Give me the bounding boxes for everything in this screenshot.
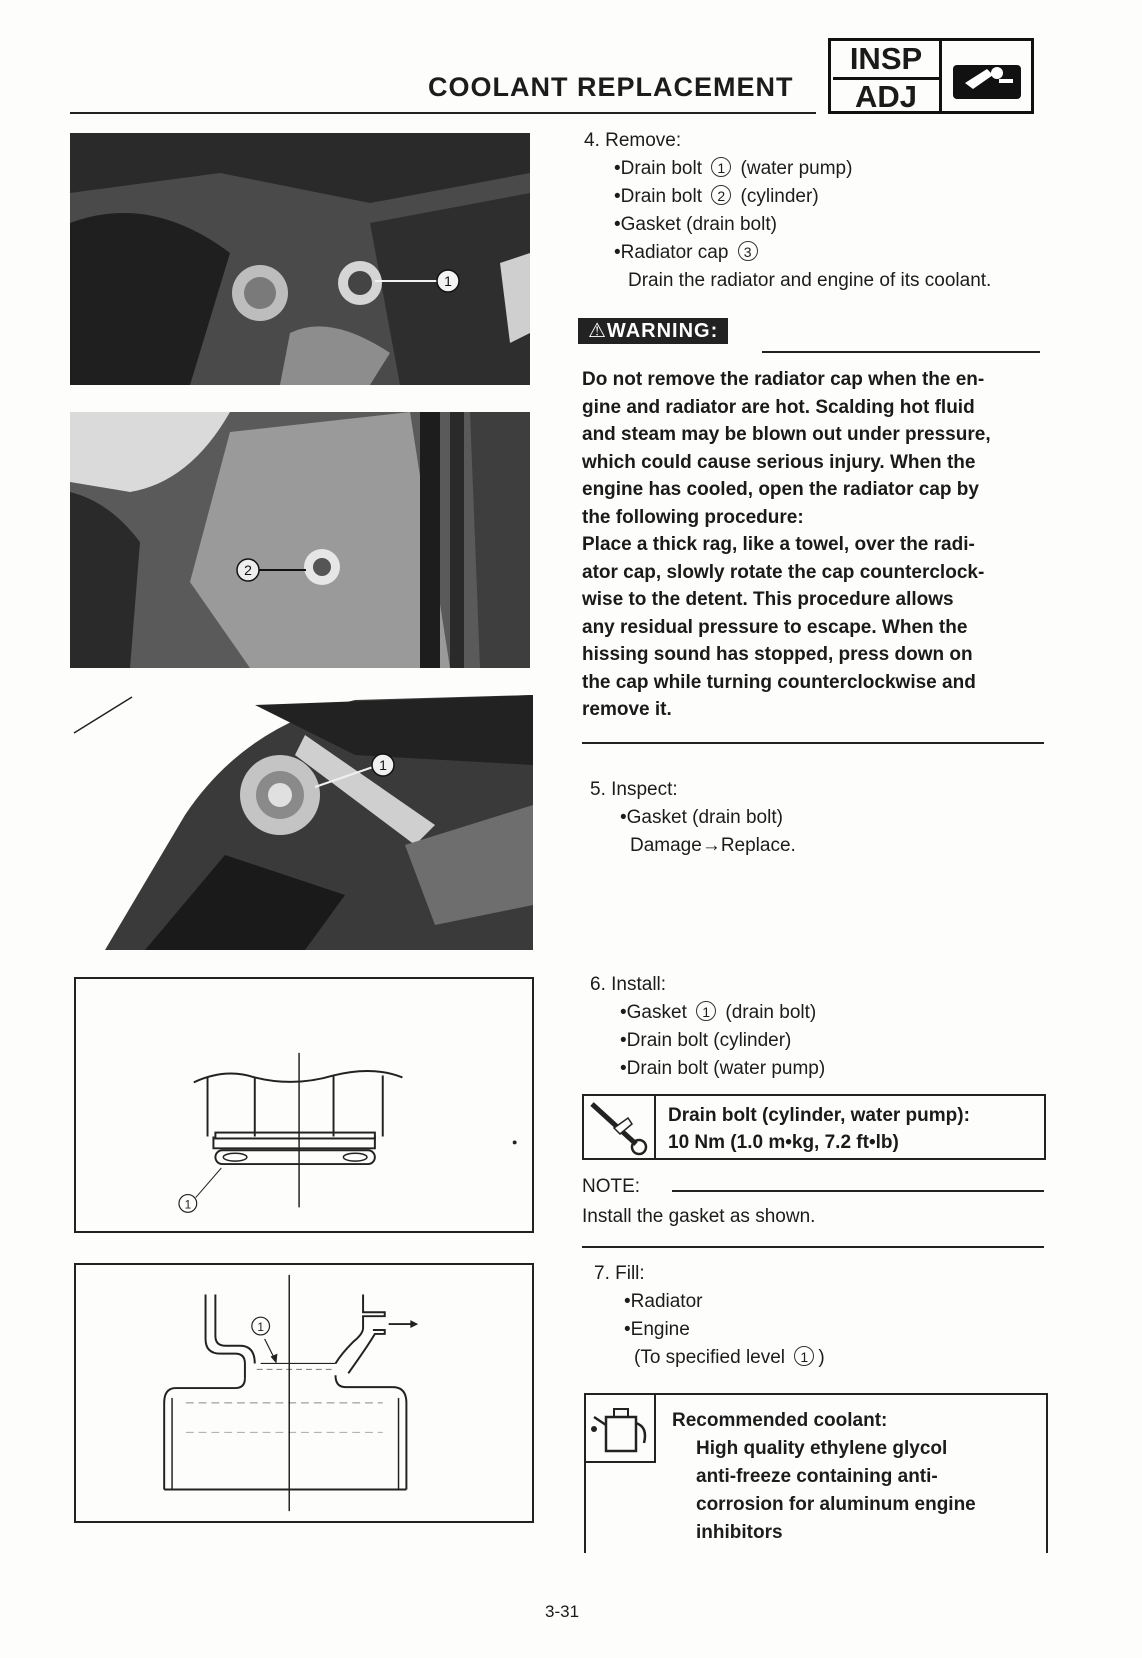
step5-item: •Gasket (drain bolt)	[620, 807, 783, 828]
step4-block	[584, 127, 1054, 295]
diagram-radiator-fill-level	[74, 1263, 534, 1523]
note-rule-bottom	[582, 1246, 1044, 1248]
step6-item-3: •Drain bolt (water pump)	[620, 1058, 826, 1079]
diagram2-callout: 1	[257, 1319, 264, 1334]
step4-item-4: •Radiator cap 3	[584, 239, 1054, 267]
torque-wrench-icon	[584, 1096, 656, 1158]
photo-radiator-cap	[105, 695, 533, 950]
photo3-pointer-line	[72, 695, 134, 735]
coolant-title: Recommended coolant:	[672, 1410, 888, 1431]
badge-adj-label: ADJ	[854, 79, 917, 114]
step4-item-3: •Gasket (drain bolt)	[614, 214, 777, 235]
note-rule-top	[672, 1190, 1044, 1192]
step4-note: Drain the radiator and engine of its coolant.	[628, 270, 992, 291]
step6-item-1: •Gasket 1 (drain bolt)	[620, 1002, 817, 1023]
wrench-tools-icon	[947, 53, 1027, 103]
warning-rule-bottom	[582, 742, 1044, 744]
photo2-callout: 2	[244, 562, 252, 578]
step4-item-2: •Drain bolt 2 (cylinder)	[614, 186, 819, 207]
torque-spec-box	[582, 1094, 1046, 1160]
coolant-spec-box	[584, 1393, 1048, 1553]
note-label: NOTE:	[582, 1176, 641, 1197]
ref-marker: 3	[738, 241, 758, 261]
ref-marker: 2	[711, 185, 731, 205]
ref-marker: 1	[794, 1346, 814, 1366]
badge-text-block	[833, 41, 942, 114]
photo3-callout: 1	[379, 757, 387, 773]
step4-heading: 4. Remove:	[584, 130, 682, 151]
step6-block	[590, 971, 1050, 1083]
warning-badge: ⚠WARNING:	[578, 318, 728, 343]
step7-item-2: •Engine	[624, 1319, 690, 1340]
step5-heading: 5. Inspect:	[590, 779, 678, 800]
torque-spec-text: Drain bolt (cylinder, water pump): 10 Nm (1.0 m•kg, 7.2 ft•lb)	[668, 1105, 970, 1153]
oil-can-icon	[586, 1395, 656, 1463]
photo-water-pump-drain-bolt	[70, 133, 530, 385]
step7-heading: 7. Fill:	[594, 1263, 645, 1284]
step7-block	[594, 1260, 1034, 1372]
step5-block	[590, 776, 1050, 860]
header-rule	[70, 112, 816, 114]
page-title: COOLANT REPLACEMENT	[428, 72, 794, 102]
step6-heading: 6. Install:	[590, 974, 667, 995]
coolant-spec-text: Recommended coolant: High quality ethylene glycol anti-freeze containing anti- corrosion for aluminum engine inhibitors	[672, 1407, 1042, 1547]
photo-cylinder-drain-bolt	[70, 412, 530, 668]
warning-rule-top	[762, 351, 1040, 353]
diagram1-callout: 1	[184, 1197, 192, 1212]
photo1-callout: 1	[444, 273, 452, 289]
diagram-gasket-installation	[74, 977, 534, 1233]
step7-level: (To specified level 1 )	[634, 1347, 825, 1368]
ref-marker: 1	[696, 1001, 716, 1021]
note-text: Install the gasket as shown.	[582, 1206, 816, 1227]
step4-item-1: •Drain bolt 1 (water pump)	[614, 158, 853, 179]
step5-result: Damage→Replace.	[630, 835, 796, 856]
warning-text: Do not remove the radiator cap when the en- gine and radiator are hot. Scalding hot fluid and steam may be blown out under pressure, which could cause serious injury. When the engine has cooled, open the radiator cap by the following procedure: Place a thick rag, like a towel, over the radi- ator cap, slowly rotate the cap counterclock- wise to the detent. This procedure allows any residual pressure to escape. When the hissing sound has stopped, press down on the cap while turning counterclockwise and remove it.	[582, 369, 991, 720]
page-number: 3-31	[545, 1602, 580, 1621]
section-badge	[828, 38, 1034, 114]
step6-item-2: •Drain bolt (cylinder)	[620, 1030, 792, 1051]
step7-item-1: •Radiator	[624, 1291, 703, 1312]
ref-marker: 1	[711, 157, 731, 177]
badge-insp-label: INSP	[833, 41, 939, 80]
